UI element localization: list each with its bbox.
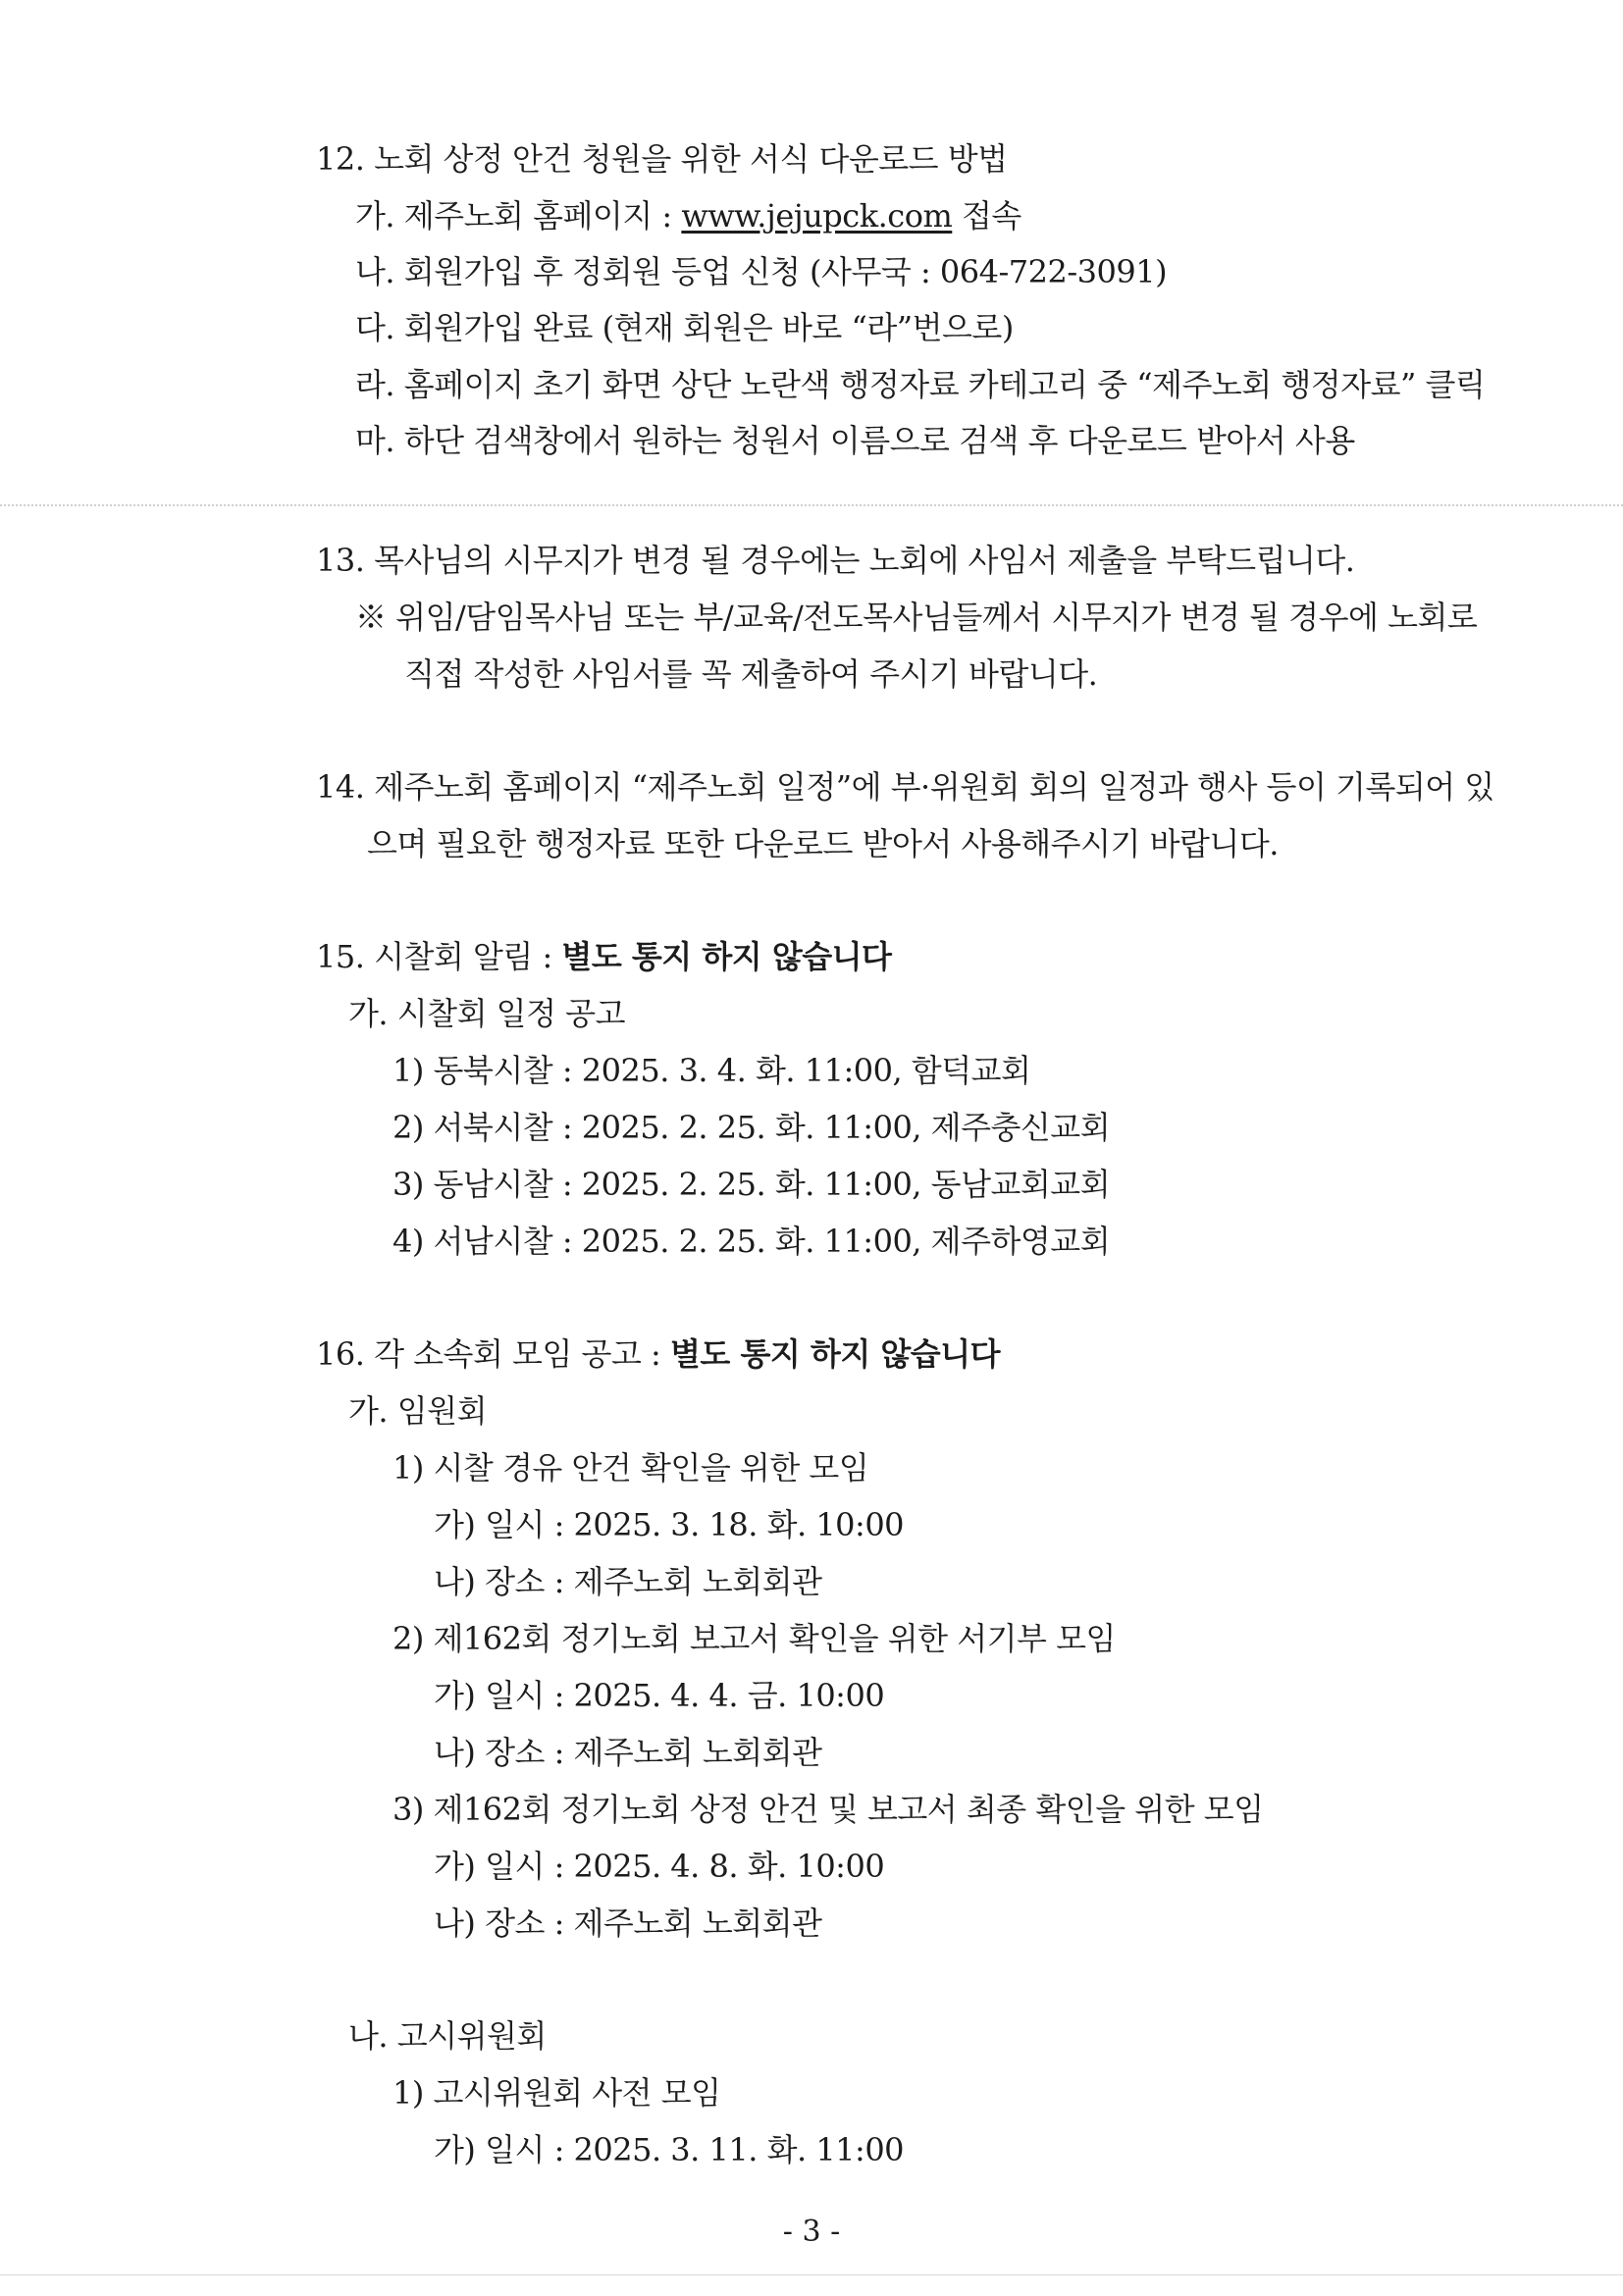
scan-divider [0,504,1623,506]
meeting-title: 1) 시찰 경유 안건 확인을 위한 모임 [393,1449,869,1487]
section-13-note-line2: 직접 작성한 사임서를 꼭 제출하여 주시기 바랍니다. [404,655,1098,693]
scan-bottom-edge [0,2274,1623,2275]
page-number: - 3 - [782,2215,841,2249]
section-15-notice: 별도 통지 하지 않습니다 [561,938,892,975]
section-14-line2: 으며 필요한 행정자료 또한 다운로드 받아서 사용해주시기 바랍니다. [367,825,1279,862]
meeting-title: 3) 제162회 정기노회 상정 안건 및 보고서 최종 확인을 위한 모임 [393,1791,1264,1828]
meeting-date: 가) 일시 : 2025. 3. 18. 화. 10:00 [434,1506,905,1543]
section-15-title [316,936,891,977]
section-16-title-prefix: 16. 각 소속회 모임 공고 : [316,1335,670,1373]
section-12-item-d: 라. 홈페이지 초기 화면 상단 노란색 행정자료 카테고리 중 “제주노회 행정자료” 클릭 [355,366,1486,403]
section-16-notice: 별도 통지 하지 않습니다 [670,1335,1001,1373]
section-14-line1: 14. 제주노회 홈페이지 “제주노회 일정”에 부·위원회 회의 일정과 행사 등이 기록되어 있 [316,768,1494,806]
sichal-schedule-item: 2) 서북시찰 : 2025. 2. 25. 화. 11:00, 제주충신교회 [393,1109,1111,1146]
meeting-place: 나) 장소 : 제주노회 노회회관 [434,1905,822,1942]
meeting-place: 나) 장소 : 제주노회 노회회관 [434,1563,822,1600]
section-16-item-b: 나. 고시위원회 [348,2017,547,2055]
sichal-schedule-item: 4) 서남시찰 : 2025. 2. 25. 화. 11:00, 제주하영교회 [393,1223,1111,1260]
meeting-date: 가) 일시 : 2025. 4. 8. 화. 10:00 [434,1848,885,1885]
section-12-item-c: 다. 회원가입 완료 (현재 회원은 바로 “라”번으로) [355,309,1014,346]
sichal-schedule-item: 3) 동남시찰 : 2025. 2. 25. 화. 11:00, 동남교회교회 [393,1166,1111,1203]
section-12-item-e: 마. 하단 검색창에서 원하는 청원서 이름으로 검색 후 다운로드 받아서 사용 [355,422,1355,459]
section-12-item-a-prefix: 가. 제주노회 홈페이지 : [355,197,682,235]
sichal-schedule-item: 1) 동북시찰 : 2025. 3. 4. 화. 11:00, 함덕교회 [393,1052,1031,1089]
section-16-title [316,1333,1000,1375]
section-12-item-b: 나. 회원가입 후 정회원 등업 신청 (사무국 : 064-722-3091) [355,253,1168,290]
meeting-title: 2) 제162회 정기노회 보고서 확인을 위한 서기부 모임 [393,1620,1116,1657]
meeting-title: 1) 고시위원회 사전 모임 [393,2074,721,2112]
meeting-place: 나) 장소 : 제주노회 노회회관 [434,1734,822,1771]
section-12-item-a [355,195,1021,236]
section-13-title: 13. 목사님의 시무지가 변경 될 경우에는 노회에 사임서 제출을 부탁드립니다. [316,542,1355,579]
section-15-title-prefix: 15. 시찰회 알림 : [316,938,562,975]
section-12-item-a-suffix: 접속 [952,197,1021,235]
section-12-title: 12. 노회 상정 안건 청원을 위한 서식 다운로드 방법 [316,140,1008,178]
homepage-link[interactable]: www.jejupck.com [681,197,953,235]
meeting-date: 가) 일시 : 2025. 4. 4. 금. 10:00 [434,1677,885,1714]
meeting-date: 가) 일시 : 2025. 3. 11. 화. 11:00 [434,2131,905,2168]
section-16-item-a: 가. 임원회 [348,1392,487,1430]
section-15-item-a: 가. 시찰회 일정 공고 [348,995,625,1032]
section-13-note-line1: ※ 위임/담임목사님 또는 부/교육/전도목사님들께서 시무지가 변경 될 경우에 노회로 [355,599,1478,636]
